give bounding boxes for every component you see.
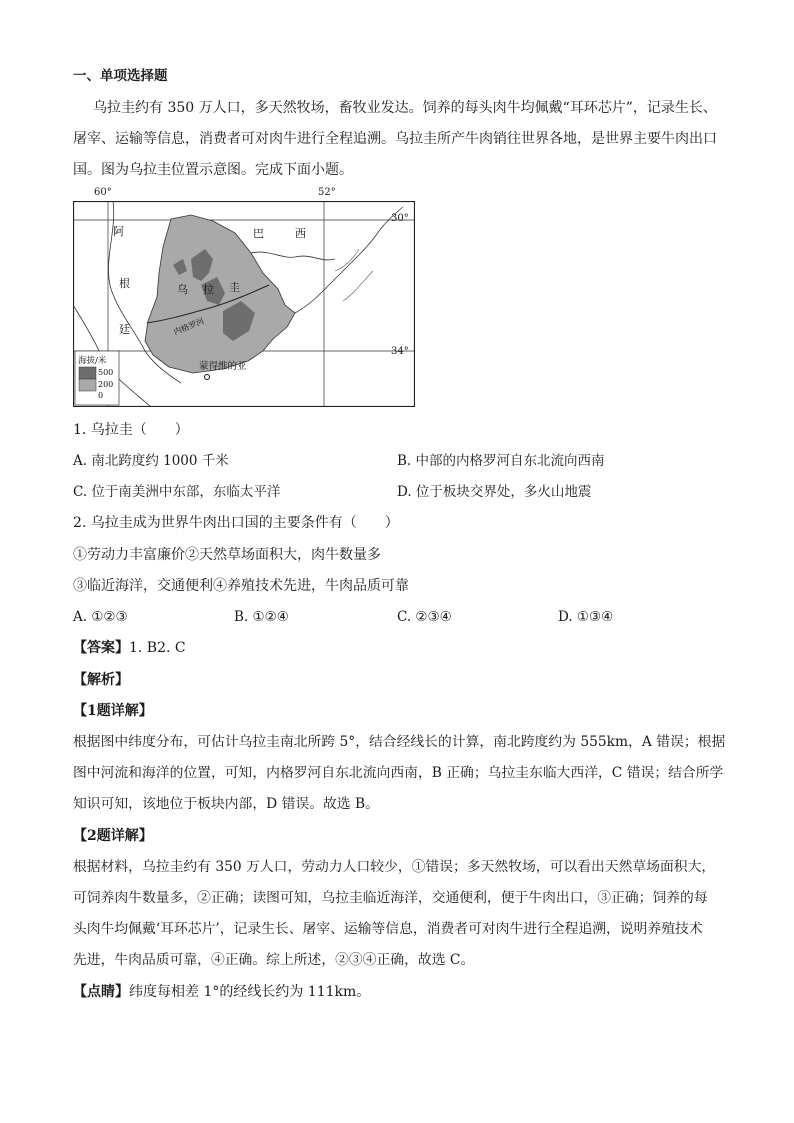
material-line-1: 乌拉圭约有 350 万人口，多天然牧场，畜牧业发达。饲养的每头肉牛均佩戴“耳环芯片”，记录生长、 [93, 100, 717, 116]
label-brazil-1: 巴 [253, 227, 264, 240]
section-title: 一、单项选择题 [73, 68, 168, 84]
q2-option-b: B. ①②④ [234, 609, 289, 625]
label-uruguay-3: 圭 [229, 281, 240, 294]
detail-2-tag: 【2题详解】 [73, 828, 153, 844]
label-uruguay-1: 乌 [177, 283, 188, 296]
legend-swatch-mid [79, 379, 96, 391]
lon-label-60: 60° [94, 187, 112, 198]
q2-statement-1: ①劳动力丰富廉价②天然草场面积大，肉牛数量多 [73, 547, 381, 563]
label-uruguay-2: 拉 [203, 283, 214, 296]
detail-1-line-1: 根据图中纬度分布，可估计乌拉圭南北所跨 5°，结合经线长的计算，南北跨度约为 555km，A 错误；根据 [73, 734, 726, 750]
legend-title: 海拔/米 [78, 356, 107, 366]
q2-option-d: D. ①③④ [558, 609, 614, 625]
label-argentina-2: 根 [119, 277, 130, 290]
detail-2-line-4: 先进，牛肉品质可靠，④正确。综上所述，②③④正确，故选 C。 [73, 952, 475, 968]
legend-500: 500 [98, 368, 114, 377]
city-label: 蒙得维的亚 [199, 361, 247, 372]
label-argentina-1: 阿 [113, 225, 124, 238]
river-label: 内格罗河 [172, 316, 206, 337]
q1-option-b: B. 中部的内格罗河自东北流向西南 [397, 453, 605, 469]
lon-label-52: 52° [318, 187, 336, 198]
q2-option-c: C. ②③④ [397, 609, 452, 625]
q1-option-a: A. 南北跨度约 1000 千米 [73, 453, 229, 469]
detail-1-tag: 【1题详解】 [73, 703, 153, 719]
lat-label-34: 34° [391, 346, 409, 357]
brazil-border [251, 252, 335, 260]
q2-statement-2: ③临近海洋，交通便利④养殖技术先进，牛肉品质可靠 [73, 578, 409, 594]
lagoon-lines [335, 249, 373, 301]
q2-option-a: A. ①②③ [73, 609, 128, 625]
legend-200: 200 [98, 380, 114, 389]
answer-text: 1. B2. C [129, 640, 186, 656]
material-line-3: 国。图为乌拉圭位置示意图。完成下面小题。 [73, 162, 353, 178]
answer-tag: 【答案】 [73, 640, 129, 656]
q2-stem: 2. 乌拉圭成为世界牛肉出口国的主要条件有（ ） [73, 515, 399, 531]
brazil-coast [295, 207, 403, 313]
detail-1-line-2: 图中河流和海洋的位置，可知，内格罗河自东北流向西南，B 正确；乌拉圭东临大西洋，C 错误；结合所学 [73, 765, 724, 781]
detail-2-line-3: 头肉牛均佩戴‘耳环芯片’，记录生长、屠宰、运输等信息，消费者可对肉牛进行全程追溯，说明养殖技术 [73, 921, 703, 937]
legend-swatch-high [79, 367, 96, 379]
answer-row [73, 638, 186, 658]
legend-0: 0 [98, 391, 104, 400]
material-line-2: 屠宰、运输等信息，消费者可对肉牛进行全程追溯。乌拉圭所产牛肉销往世界各地，是世界主要牛肉出口 [73, 131, 717, 147]
q1-stem: 1. 乌拉圭（ ） [73, 422, 189, 438]
lat-label-30: 30° [391, 213, 409, 224]
q1-option-d: D. 位于板块交界处，多火山地震 [397, 484, 592, 500]
tip-row [73, 982, 370, 1002]
detail-2-line-1: 根据材料，乌拉圭约有 350 万人口，劳动力人口较少，①错误；多天然牧场，可以看出天然草场面积大， [73, 859, 716, 875]
tip-tag: 【点睛】 [73, 984, 129, 1000]
detail-1-line-3: 知识可知，该地位于板块内部，D 错误。故选 B。 [73, 796, 379, 812]
detail-2-line-2: 可饲养肉牛数量多，②正确；读图可知，乌拉圭临近海洋，交通便利，便于牛肉出口，③正确；饲养的每 [73, 890, 708, 906]
label-brazil-2: 西 [295, 227, 306, 240]
analysis-tag: 【解析】 [73, 672, 129, 688]
montevideo-dot [205, 375, 210, 380]
label-argentina-3: 廷 [119, 323, 130, 336]
tip-text: 纬度每相差 1°的经线长约为 111km。 [129, 984, 371, 1000]
uruguay-location-map [73, 201, 415, 407]
q1-option-c: C. 位于南美洲中东部，东临太平洋 [73, 484, 281, 500]
